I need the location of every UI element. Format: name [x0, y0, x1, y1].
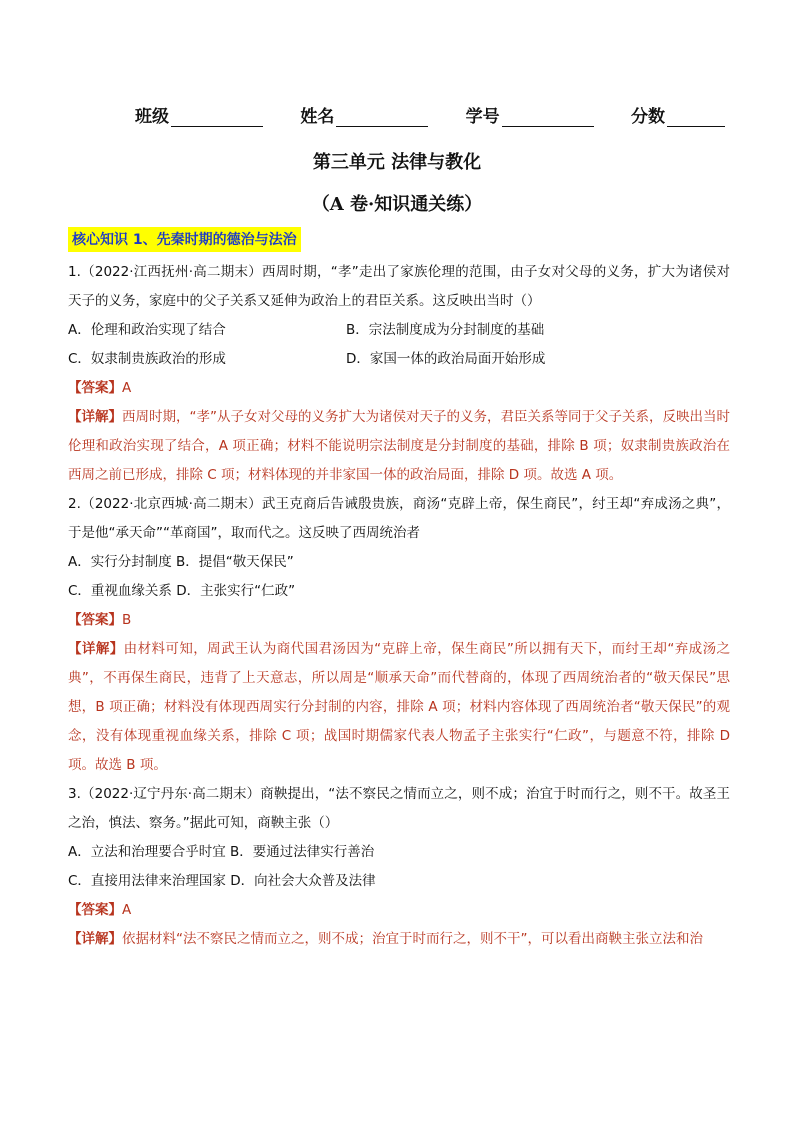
options-row [68, 316, 730, 345]
question-stem: 2.（2022·北京西城·高二期末）武王克商后告诫殷贵族，商汤“克辟上帝，保生商民”，纣王却“弃成汤之典”，于是他“承天命”“革商国”，取而代之。这反映了西周统治者 [68, 496, 730, 541]
score-blank[interactable] [667, 108, 725, 127]
answer-label: 【答案】 [68, 380, 122, 396]
options-line-ab: A．立法和治理要合乎时宜 B．要通过法律实行善治 [68, 844, 375, 860]
options-line-ab: A．实行分封制度 B．提倡“敬天保民” [68, 554, 294, 570]
answer-label: 【答案】 [68, 612, 122, 628]
answer-value: B [122, 612, 132, 628]
answer-line [68, 896, 730, 925]
question-stem: 3.（2022·辽宁丹东·高二期末）商鞅提出，“法不察民之情而立之，则不成；治宜于时而行之，则不干。故圣王之治，慎法、察务。”据此可知，商鞅主张（） [68, 786, 730, 831]
name-label: 姓名 [300, 107, 335, 127]
question-stem: 1.（2022·江西抚州·高二期末）西周时期，“孝”走出了家族伦理的范围，由子女对父母的义务，扩大为诸侯对天子的义务，家庭中的父子关系又延伸为政治上的君臣关系。这反映出当时（） [68, 264, 730, 309]
answer-value: A [122, 902, 132, 918]
explanation-label: 【详解】 [68, 641, 124, 657]
unit-subtitle: （A 卷·知识通关练） [311, 194, 483, 215]
student-id-field [466, 102, 594, 127]
answer-line [68, 374, 730, 403]
explanation-label: 【详解】 [68, 931, 122, 947]
score-field [631, 102, 725, 127]
student-id-blank[interactable] [502, 108, 594, 127]
option-b: B．宗法制度成为分封制度的基础 [346, 322, 545, 338]
explanation-paragraph [68, 925, 730, 954]
options-row [68, 345, 730, 374]
explanation-text: 依据材料“法不察民之情而立之，则不成；治宜于时而行之，则不干”，可以看出商鞅主张立法和治 [122, 931, 703, 947]
explanation-paragraph [68, 635, 730, 780]
class-blank[interactable] [171, 108, 263, 127]
student-info-line [135, 102, 725, 127]
name-field [300, 102, 428, 127]
section-heading: 核心知识 1、先秦时期的德治与法治 [68, 227, 301, 252]
questions-content [68, 258, 730, 954]
unit-title: 第三单元 法律与教化 [312, 152, 482, 173]
option-d: D．家国一体的政治局面开始形成 [346, 351, 546, 367]
answer-label: 【答案】 [68, 902, 122, 918]
option-c: C．奴隶制贵族政治的形成 [68, 351, 226, 367]
class-field [135, 102, 263, 127]
options-line-cd: C．重视血缘关系 D．主张实行“仁政” [68, 583, 296, 599]
explanation-paragraph [68, 403, 730, 490]
class-label: 班级 [135, 107, 169, 127]
student-id-label: 学号 [465, 107, 500, 127]
explanation-text: 由材料可知，周武王认为商代国君汤因为“克辟上帝，保生商民”所以拥有天下，而纣王却“弃成汤之典”，不再保生商民，违背了上天意志，所以周是“顺承天命”而代替商的，体现了西周统治者的“敬天保民”思想，B 项正确；材料没有体现西周实行分封制的内容，排除 A 项；材料内容体现了西周统治者“敬天保民”的观念，没有体现重视血缘关系，排除 C 项；战国时期儒家代表人物孟子主张实行“仁政”，与题意不符，排除 D 项。故选 B 项。 [68, 641, 730, 773]
explanation-text: 西周时期，“孝”从子女对父母的义务扩大为诸侯对天子的义务，君臣关系等同于父子关系，反映出当时伦理和政治实现了结合，A 项正确；材料不能说明宗法制度是分封制度的基础，排除 B 项；奴隶制贵族政治在西周之前已形成，排除 C 项；材料体现的并非家国一体的政治局面，排除 D 项。故选 A 项。 [68, 409, 730, 483]
options-line-cd: C．直接用法律来治理国家 D．向社会大众普及法律 [68, 873, 376, 889]
answer-line [68, 606, 730, 635]
name-blank[interactable] [336, 108, 428, 127]
explanation-label: 【详解】 [68, 409, 122, 425]
answer-value: A [122, 380, 132, 396]
option-a: A．伦理和政治实现了结合 [68, 322, 226, 338]
score-label: 分数 [630, 107, 665, 127]
